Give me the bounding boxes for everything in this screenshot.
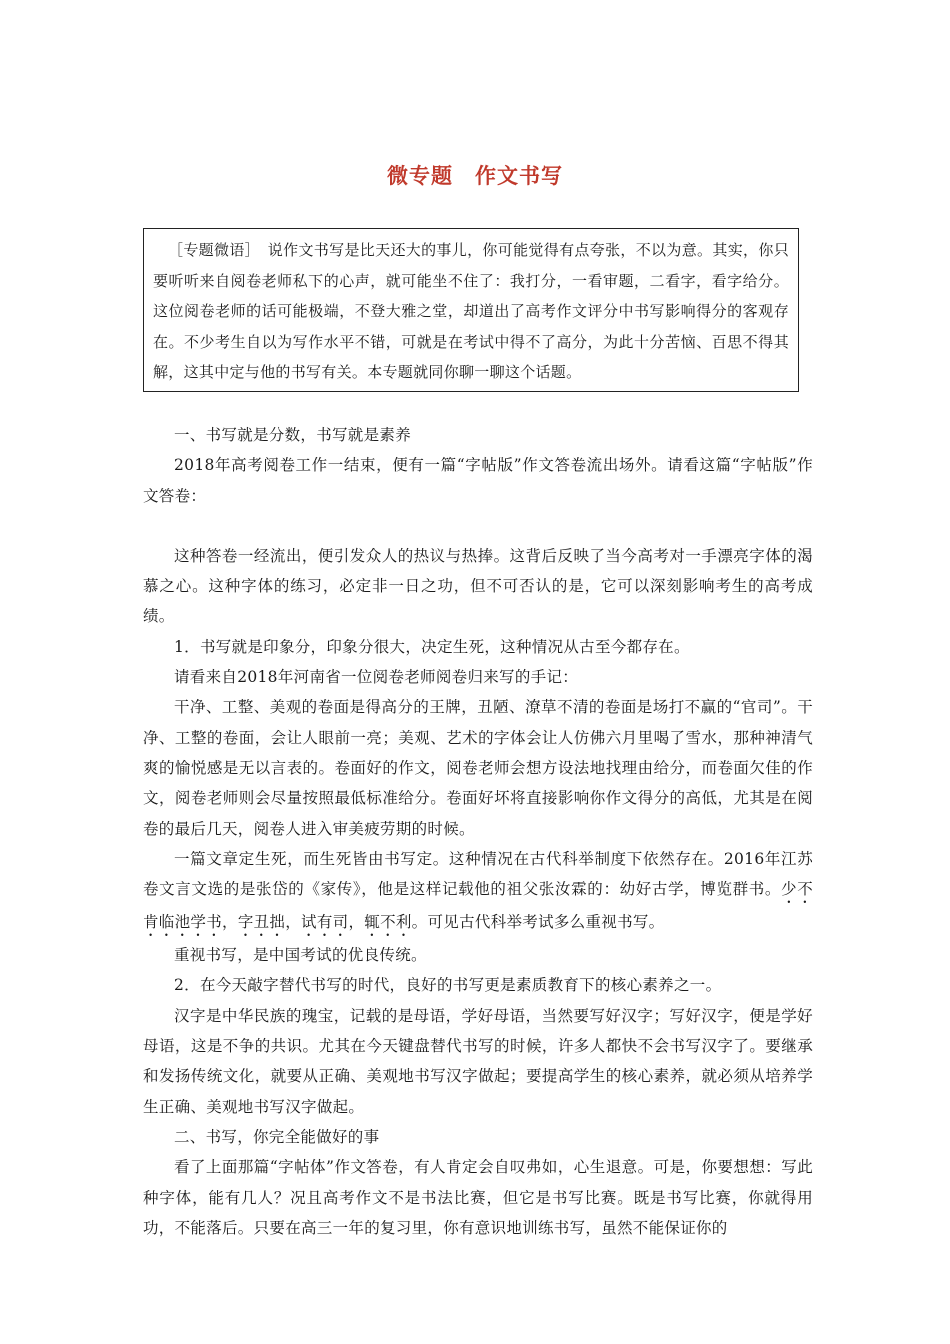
paragraph: 这种答卷一经流出，便引发众人的热议与热捧。这背后反映了当今高考对一手漂亮字体的渴慕之心。这种字体的练习，必定非一日之功，但不可否认的是，它可以深刻影响考生的高考成绩。 — [143, 546, 813, 626]
paragraph: 干净、工整、美观的卷面是得高分的王牌，丑陋、潦草不清的卷面是场打不赢的“官司”。干净、工整的卷面，会让人眼前一亮；美观、艺术的字体会让人仿佛六月里喝了雪水，那种神清气爽的愉悦感是无以言表的。卷面好的作文，阅卷老师会想方设法地找理由给分，而卷面欠佳的作文，阅卷老师则会尽量按照最低标准给分。卷面好坏将直接影响你作文得分的高低，尤其是在阅卷的最后几天，阅卷人进入审美疲劳期的时候。 — [143, 698, 813, 838]
paragraph: 汉字是中华民族的瑰宝，记载的是母语，学好母语，当然要写好汉字；写好汉字，便是学好母语，这是不争的共识。尤其在今天键盘替代书写的时候，许多人都快不会书写汉字了。要继承和发扬传统文化，就要从正确、美观地书写汉字做起；要提高学生的核心素养，就必须从培养学生正确、美观地书写汉字做起。 — [143, 1006, 813, 1116]
point-2: 2．在今天敲字替代书写的时代，良好的书写更是素质教育下的核心素养之一。 — [174, 976, 722, 995]
section-heading-1: 一、书写就是分数，书写就是素养 — [174, 426, 412, 444]
intro-text: ［专题微语］ 说作文书写是比天还大的事儿，你可能觉得有点夸张，不以为意。其实，你只要听听来自阅卷老师私下的心声，就可能坐不住了：我打分，一看审题，二看字，看字给分。这位阅卷老师的话可能极端，不登大雅之堂，却道出了高考作文评分中书写影响得分的客观存在。不少考生自以为写作水平不错，可就是在考试中得不了高分，为此十分苦恼、百思不得其解，这其中定与他的书写有关。本专题就同你聊一聊这个话题。 — [153, 241, 789, 381]
image-placeholder — [143, 511, 813, 541]
emphasis-text: 字丑拙 — [237, 913, 286, 932]
section-heading-2: 二、书写，你完全能做好的事 — [174, 1127, 380, 1146]
emphasis-text: 少不肯临池学书 — [143, 880, 813, 932]
page-title — [0, 160, 950, 190]
point-1: 1．书写就是印象分，印象分很大，决定生死，这种情况从古至今都存在。 — [174, 637, 690, 656]
title-main: 作文书写 — [475, 163, 563, 188]
paragraph: 重视书写，是中国考试的优良传统。 — [174, 946, 427, 965]
emphasis-text: 辄不利 — [364, 913, 412, 932]
paragraph-with-emphasis: 一篇文章定生死，而生死皆由书写定。这种情况在古代科举制度下依然存在。2016年江苏卷文言文选的是张岱的《家传》，他是这样记载他的祖父张汝霖的：幼好古学，博览群书。少不肯临池学书，字丑拙，试有司，辄不利。可见古代科举考试多么重视书写。 — [143, 849, 813, 932]
article-body — [143, 420, 813, 1243]
paragraph: 请看来自2018年河南省一位阅卷老师阅卷归来写的手记： — [174, 668, 579, 687]
paragraph: 2018年高考阅卷工作一结束，便有一篇“字帖版”作文答卷流出场外。请看这篇“字帖版”作文答卷： — [143, 456, 813, 505]
title-prefix: 微专题 — [387, 163, 453, 188]
intro-box — [143, 228, 799, 392]
paragraph: 看了上面那篇“字帖体”作文答卷，有人肯定会自叹弗如，心生退意。可是，你要想想：写此种字体，能有几人？况且高考作文不是书法比赛，但它是书写比赛。既是书写比赛，你就得用功，不能落后。只要在高三一年的复习里，你有意识地训练书写，虽然不能保证你的 — [143, 1158, 813, 1237]
emphasis-text: 试有司 — [301, 913, 349, 932]
